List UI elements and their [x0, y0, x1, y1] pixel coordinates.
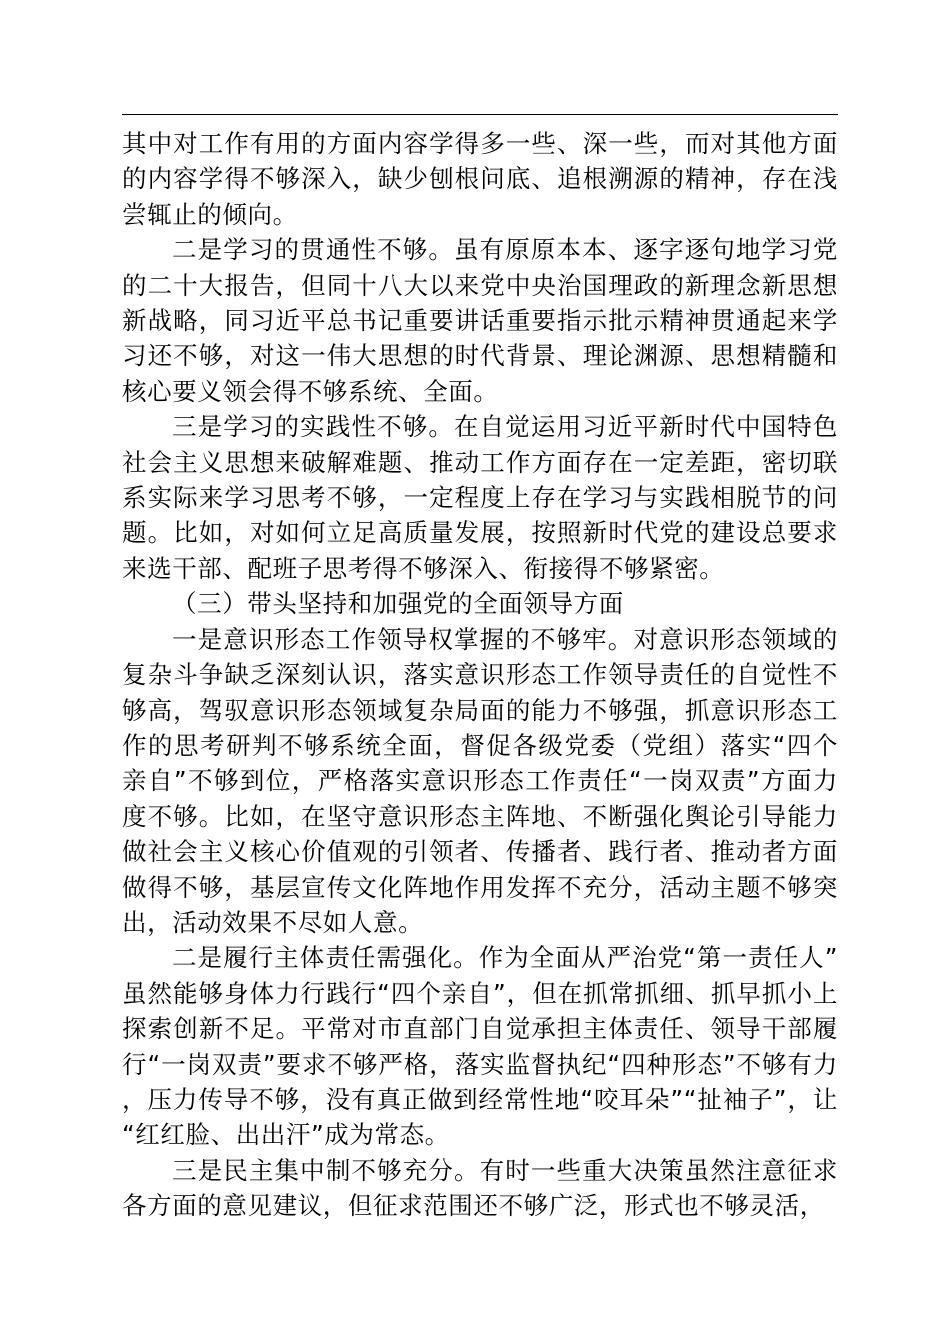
paragraph-main-responsibility: 二是履行主体责任需强化。作为全面从严治党“第一责任人”虽然能够身体力行践行“四个亲自”，但在抓常抓细、抓早抓小上探索创新不足。平常对市直部门自觉承担主体责任、领导干部履行“一岗双责”要求不够严格，落实监督执纪“四种形态”不够有力，压力传导不够，没有真正做到经常性地“咬耳朵”“扯袖子”，让“红红脸、出出汗”成为常态。 [122, 943, 838, 1150]
paragraph-learning-practice: 三是学习的实践性不够。在自觉运用习近平新时代中国特色社会主义思想来破解难题、推动工作方面存在一定差距，密切联系实际来学习思考不够，一定程度上存在学习与实践相脱节的问题。比如，对如何立足高质量发展，按照新时代党的建设总要求来选干部、配班子思考得不够深入、衔接得不够紧密。 [122, 412, 838, 583]
paragraph-learning-coherence: 二是学习的贯通性不够。虽有原原本本、逐字逐句地学习党的二十大报告，但同十八大以来党中央治国理政的新理念新思想新战略，同习近平总书记重要讲话重要指示批示精神贯通起来学习还不够，对这一伟大思想的时代背景、理论渊源、思想精髓和核心要义领会得不够系统、全面。 [122, 235, 838, 406]
paragraph-continuation: 其中对工作有用的方面内容学得多一些、深一些，而对其他方面的内容学得不够深入，缺少刨根问底、追根溯源的精神，存在浅尝辄止的倾向。 [122, 129, 838, 229]
paragraph-ideology-leadership: 一是意识形态工作领导权掌握的不够牢。对意识形态领域的复杂斗争缺乏深刻认识，落实意识形态工作领导责任的自觉性不够高，驾驭意识形态领域复杂局面的能力不够强，抓意识形态工作的思考研判不够系统全面，督促各级党委（党组）落实“四个亲自”不够到位，严格落实意识形态工作责任“一岗双责”方面力度不够。比如，在坚守意识形态主阵地、不断强化舆论引导能力做社会主义核心价值观的引领者、传播者、践行者、推动者方面做得不够，基层宣传文化阵地作用发挥不充分，活动主题不够突出，活动效果不尽如人意。 [122, 624, 838, 937]
section-heading-party-leadership: （三）带头坚持和加强党的全面领导方面 [172, 589, 624, 619]
document-body [122, 126, 838, 1224]
paragraph-democratic-centralism: 三是民主集中制不够充分。有时一些重大决策虽然注意征求各方面的意见建议，但征求范围还不够广泛，形式也不够灵活， [122, 1155, 838, 1221]
header-rule [122, 114, 838, 115]
